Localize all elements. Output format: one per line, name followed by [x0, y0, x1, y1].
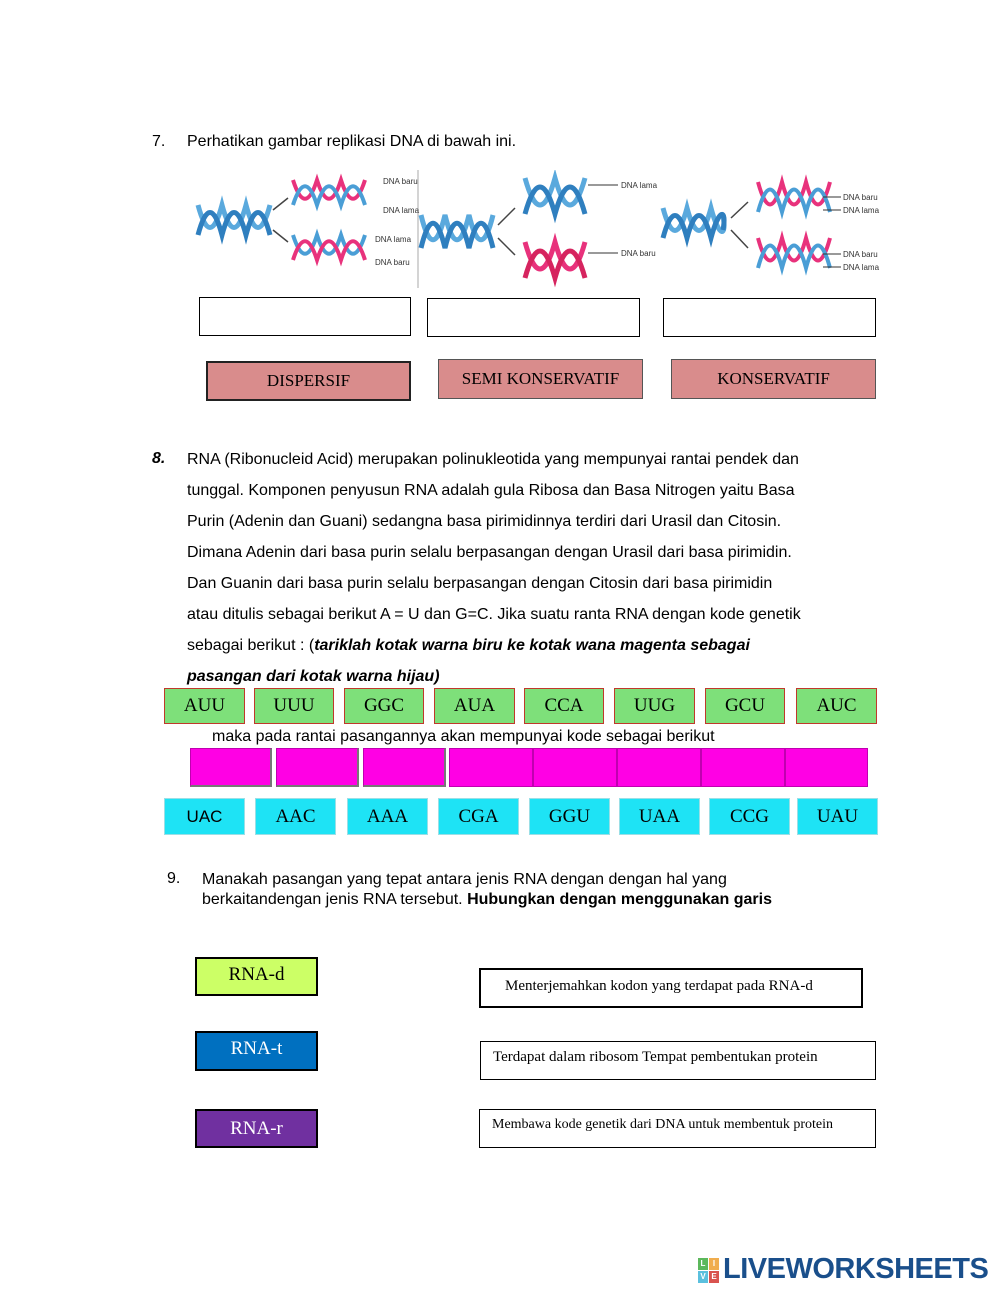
panel-3-arrows — [731, 202, 748, 248]
q7-number: 7. — [152, 133, 166, 150]
q8-instruction-bold: tariklah kotak warna biru ke kotak wana magenta sebagai — [314, 637, 750, 654]
q8-pair-text: maka pada rantai pasangannya akan mempunyai kode sebagai berikut — [212, 728, 715, 745]
logo-letter: E — [709, 1271, 719, 1283]
desc-box-2[interactable]: Terdapat dalam ribosom Tempat pembentukan protein — [480, 1041, 876, 1080]
magenta-slot[interactable] — [785, 748, 868, 787]
q8-line: Dimana Adenin dari basa purin selalu berpasangan dengan Urasil dari basa pirimidin. — [187, 544, 792, 561]
cyan-codon[interactable]: CCG — [709, 798, 790, 835]
p3-label-4: DNA lama — [843, 263, 880, 272]
panel-2-daughter-bottom — [525, 242, 585, 278]
q9-text — [202, 870, 772, 910]
q7-answer-box-3[interactable] — [663, 298, 876, 337]
cyan-codon[interactable]: UAC — [164, 798, 245, 835]
green-codon: GGC — [344, 688, 424, 724]
panel-2-arrows — [498, 208, 515, 255]
magenta-slot[interactable] — [701, 748, 785, 787]
panel-1-parent-helix — [198, 205, 270, 235]
p3-label-2: DNA lama — [843, 206, 880, 215]
p3-label-3: DNA baru — [843, 250, 878, 259]
liveworksheets-brand: LIVEWORKSHEETS — [723, 1253, 989, 1285]
green-codon: AUC — [796, 688, 877, 724]
q8-paragraph — [187, 444, 907, 692]
magenta-slot[interactable] — [363, 748, 446, 787]
green-codon: UUG — [614, 688, 695, 724]
q9-line-2-plain: berkaitandengan jenis RNA tersebut. — [202, 891, 468, 908]
magenta-slot[interactable] — [617, 748, 701, 787]
rna-t-box[interactable]: RNA-t — [195, 1031, 318, 1071]
q8-line: tunggal. Komponen penyusun RNA adalah gula Ribosa dan Basa Nitrogen yaitu Basa — [187, 482, 795, 499]
green-codon: UUU — [254, 688, 334, 724]
panel-3-daughter-bottom — [758, 238, 830, 268]
cyan-codon[interactable]: GGU — [529, 798, 610, 835]
magenta-slot[interactable] — [533, 748, 617, 787]
rna-d-box[interactable]: RNA-d — [195, 957, 318, 996]
panel-1-daughter-bottom — [293, 235, 365, 260]
cyan-codon[interactable]: UAU — [797, 798, 878, 835]
q8-instruction-bold-2: pasangan dari kotak warna hijau) — [187, 668, 440, 685]
q8-line: Dan Guanin dari basa purin selalu berpasangan dengan Citosin dari basa pirimidin — [187, 575, 773, 592]
q8-number: 8. — [152, 450, 166, 467]
q8-line: Purin (Adenin dan Guani) sedangna basa pirimidinnya terdiri dari Urasil dan Citosin. — [187, 513, 782, 530]
p2-label-2: DNA baru — [621, 249, 656, 258]
panel-3-daughter-top — [758, 182, 830, 212]
magenta-slot[interactable] — [449, 748, 533, 787]
logo-letter: I — [709, 1258, 719, 1270]
green-codon: CCA — [524, 688, 604, 724]
q9-number: 9. — [167, 870, 181, 887]
panel-2-parent-helix — [421, 215, 493, 248]
cyan-codon[interactable]: UAA — [619, 798, 700, 835]
q7-answer-box-2[interactable] — [427, 298, 640, 337]
desc-box-3[interactable]: Membawa kode genetik dari DNA untuk membentuk protein — [479, 1109, 876, 1148]
dna-replication-diagram — [193, 170, 883, 288]
panel-2-daughter-top — [525, 178, 585, 214]
cyan-codon[interactable]: AAA — [347, 798, 428, 835]
option-semi-konservatif[interactable]: SEMI KONSERVATIF — [438, 359, 643, 399]
p1-label-1: DNA baru — [383, 177, 418, 186]
q9-line-2-bold: Hubungkan dengan menggunakan garis — [467, 891, 772, 908]
rna-r-box[interactable]: RNA-r — [195, 1109, 318, 1148]
green-codon: AUU — [164, 688, 245, 724]
p1-label-4: DNA baru — [375, 258, 410, 267]
green-codon: GCU — [705, 688, 785, 724]
panel-1-arrows — [273, 198, 288, 242]
magenta-slot[interactable] — [190, 748, 272, 787]
q9-line-2 — [202, 890, 772, 910]
panel-1-daughter-top — [293, 180, 365, 205]
q8-line-instruction — [187, 630, 907, 661]
q8-line: RNA (Ribonucleid Acid) merupakan polinukleotida yang mempunyai rantai pendek dan — [187, 451, 799, 468]
q9-line-1: Manakah pasangan yang tepat antara jenis RNA dengan dengan hal yang — [202, 871, 727, 888]
option-dispersif[interactable]: DISPERSIF — [206, 361, 411, 401]
logo-letter: L — [698, 1258, 708, 1270]
panel-3-parent-helix — [663, 208, 724, 238]
p2-label-1: DNA lama — [621, 181, 658, 190]
p3-label-1: DNA baru — [843, 193, 878, 202]
q7-text: Perhatikan gambar replikasi DNA di bawah ini. — [187, 133, 517, 150]
logo-letter: V — [698, 1271, 708, 1283]
liveworksheets-logo-icon — [698, 1258, 720, 1284]
desc-box-1[interactable]: Menterjemahkan kodon yang terdapat pada RNA-d — [479, 968, 863, 1008]
cyan-codon[interactable]: CGA — [438, 798, 519, 835]
p1-label-3: DNA lama — [375, 235, 412, 244]
q8-line: atau ditulis sebagai berikut A = U dan G=C. Jika suatu ranta RNA dengan kode genetik — [187, 606, 801, 623]
magenta-slot[interactable] — [276, 748, 359, 787]
p1-label-2: DNA lama — [383, 206, 420, 215]
green-codon: AUA — [434, 688, 515, 724]
q8-instruction-plain: sebagai berikut : ( — [187, 637, 315, 654]
q7-answer-box-1[interactable] — [199, 297, 411, 336]
option-konservatif[interactable]: KONSERVATIF — [671, 359, 876, 399]
cyan-codon[interactable]: AAC — [255, 798, 336, 835]
